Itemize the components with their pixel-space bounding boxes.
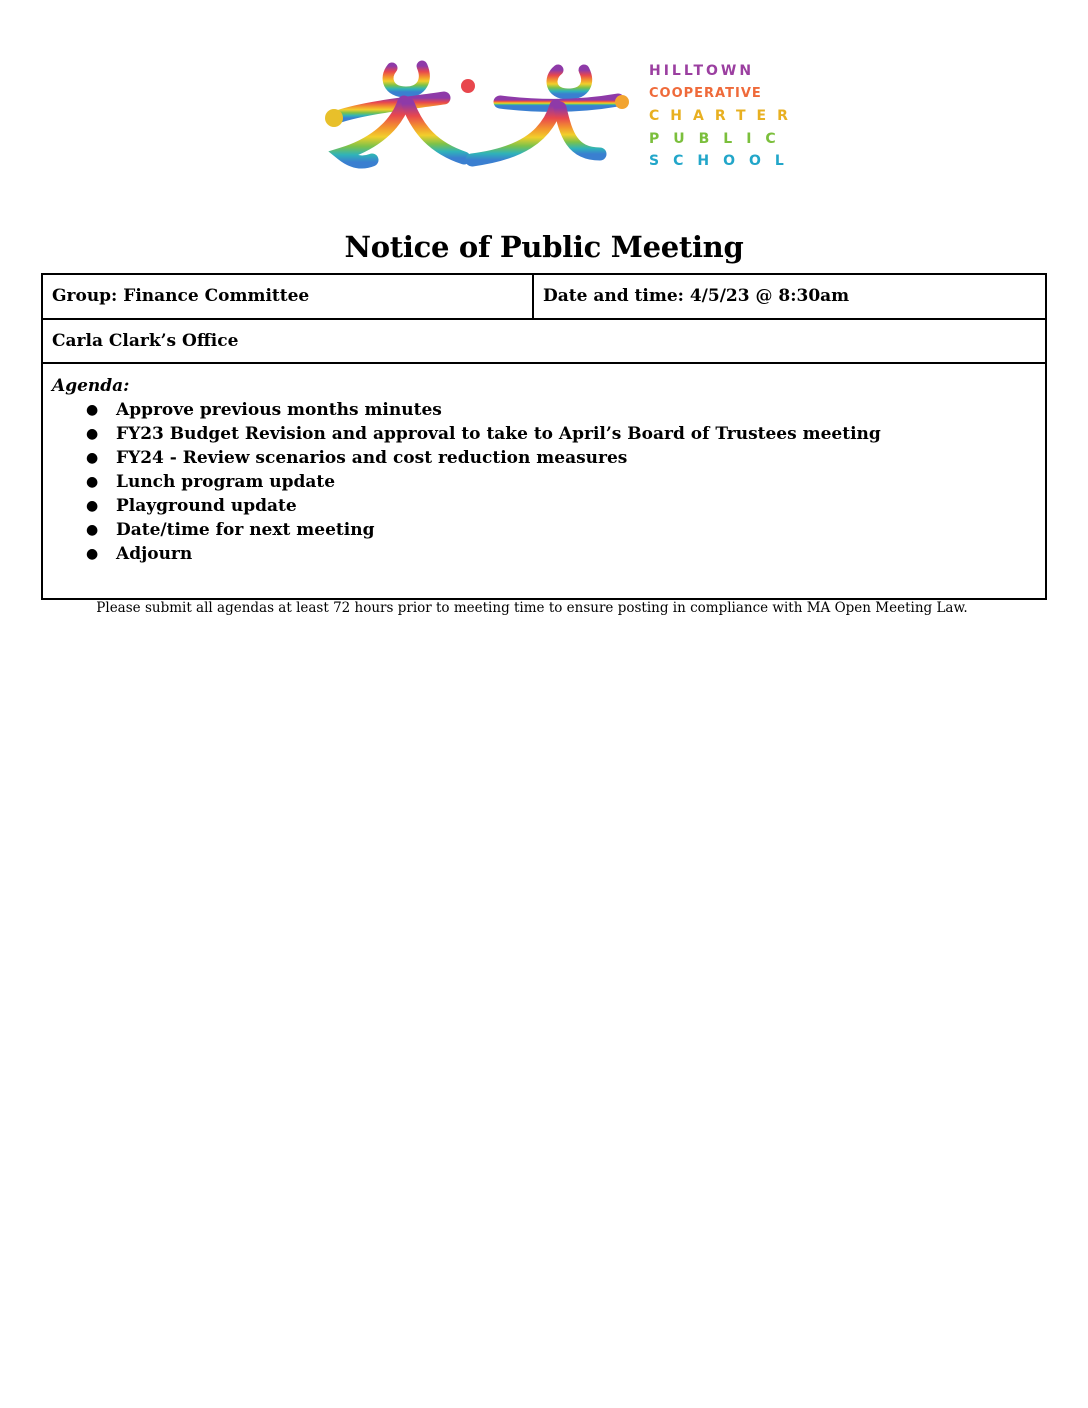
agenda-list xyxy=(52,398,1036,566)
bullet-icon: ● xyxy=(86,426,99,442)
school-logo xyxy=(322,54,799,180)
agenda-item xyxy=(52,446,1036,470)
agenda-item-text: Lunch program update xyxy=(116,472,336,492)
logo-line-1: HILLTOWN xyxy=(649,63,755,79)
agenda-cell xyxy=(43,364,1045,598)
bullet-icon: ● xyxy=(86,450,99,466)
table-row-group-date xyxy=(43,275,1045,320)
table-row-location xyxy=(43,320,1045,364)
logo-line-3: CHARTER xyxy=(649,108,799,124)
logo-line-4: PUBLIC xyxy=(649,130,790,147)
location-cell: Carla Clark’s Office xyxy=(52,331,239,351)
meeting-info-table xyxy=(41,273,1047,600)
table-row-agenda xyxy=(43,364,1045,598)
agenda-item-text: FY23 Budget Revision and approval to take to April’s Board of Trustees meeting xyxy=(116,424,881,444)
footer-note: Please submit all agendas at least 72 hours prior to meeting time to ensure posting in compliance with MA Open Meeting Law. xyxy=(96,600,968,616)
bullet-icon: ● xyxy=(86,474,99,490)
agenda-item-text: Adjourn xyxy=(116,544,193,564)
bullet-icon: ● xyxy=(86,546,99,562)
agenda-item xyxy=(52,422,1036,446)
agenda-item xyxy=(52,494,1036,518)
agenda-item xyxy=(52,542,1036,566)
agenda-label: Agenda: xyxy=(52,376,130,396)
agenda-item xyxy=(52,398,1036,422)
logo-line-5: SCHOOL xyxy=(649,153,798,169)
agenda-item xyxy=(52,470,1036,494)
page-title: Notice of Public Meeting xyxy=(344,230,744,264)
agenda-item-text: Playground update xyxy=(116,496,297,516)
bullet-icon: ● xyxy=(86,522,99,538)
agenda-item xyxy=(52,518,1036,542)
agenda-item-text: Date/time for next meeting xyxy=(116,520,375,540)
agenda-item-text: FY24 - Review scenarios and cost reduction measures xyxy=(116,448,628,468)
bullet-icon: ● xyxy=(86,498,99,514)
two-figures-logo-icon xyxy=(322,54,632,180)
group-cell: Group: Finance Committee xyxy=(43,275,534,318)
logo-line-2: COOPERATIVE xyxy=(649,85,762,101)
date-time-cell: Date and time: 4/5/23 @ 8:30am xyxy=(543,286,850,306)
school-name-wordmark xyxy=(649,60,799,173)
bullet-icon: ● xyxy=(86,402,99,418)
agenda-item-text: Approve previous months minutes xyxy=(116,400,442,420)
